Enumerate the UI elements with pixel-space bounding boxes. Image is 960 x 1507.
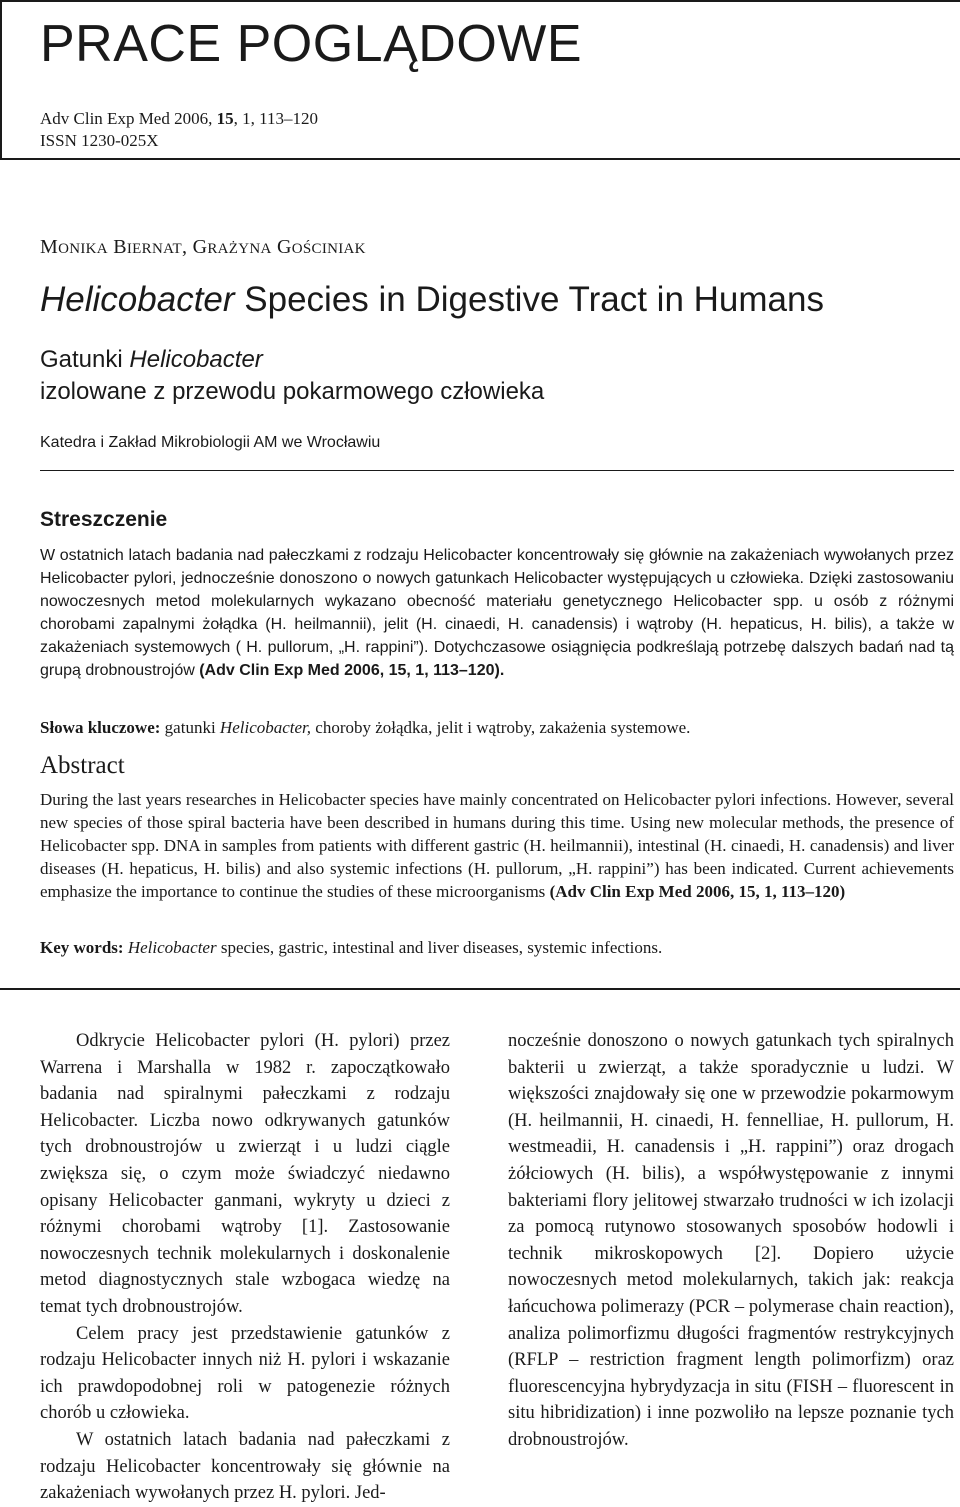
author-1: MONIKA BIERNAT	[40, 236, 183, 258]
body-paragraph: Odkrycie Helicobacter pylori (H. pylori) przez Warrena i Marshalla w 1982 r. zapoczątkowało badania nad spiralnymi pałeczkami z rodzaju Helicobacter. Liczba nowo odkrywanych gatunków tych drobnoustrojów u zwierząt i u ludzi ciągle zwiększa się, o czym może świadczyć niedawno opisany Helicobacter ganmani, wykryty u dzieci z różnymi chorobami wątroby [1]. Zastosowanie nowoczesnych technik molekularnych i doskonalenie metod diagnostycznych stale wzbogaca wiedzę na temat tych drobnoustrojów.	[40, 1031, 450, 1317]
author-2: GRAŻYNA GOŚCINIAK	[192, 236, 366, 258]
title-divider	[40, 470, 954, 471]
abstract-divider	[0, 988, 960, 990]
streszczenie-text: W ostatnich latach badania nad pałeczkami z rodzaju Helicobacter koncentrowały się głównie na zakażeniach wywołanych przez Helicobacter pylori, jednocześnie donoszono o nowych gatunkach Helicobacter występujących u człowieka. Dzięki zastosowaniu nowoczesnych metod molekularnych wykazano obecność materiału genetycznego Helicobacter spp. u osób z różnymi chorobami zapalnymi żołądka (H. heilmannii), jelit (H. cinaedi, H. canadensis) i wątroby (H. hepaticus, H. bilis), a także w zakażeniach systemowych ( H. pullorum, „H. rappini”). Dotychczasowe osiągnięcia podkreślają potrzebę dalszych badań nad tą grupą drobnoustrojów (Adv Clin Exp Med 2006, 15, 1, 113–120).	[40, 547, 954, 679]
journal-issn: ISSN 1230-025X	[40, 131, 159, 150]
authors: MONIKA BIERNAT, GRAŻYNA GOŚCINIAK	[40, 236, 366, 258]
journal-citation-prefix: Adv Clin Exp Med 2006,	[40, 109, 217, 128]
key-words: Key words: Helicobacter species, gastric, intestinal and liver diseases, systemic infections.	[40, 938, 663, 957]
slowa-kluczowe: Słowa kluczowe: gatunki Helicobacter, choroby żołądka, jelit i wątroby, zakażenia systemowe.	[40, 718, 691, 737]
affiliation: Katedra i Zakład Mikrobiologii AM we Wrocławiu	[40, 434, 381, 451]
journal-citation-suffix: , 1, 113–120	[233, 109, 318, 128]
header-top-rule	[0, 0, 960, 2]
body-paragraph: Celem pracy jest przedstawienie gatunków z rodzaju Helicobacter innych niż H. pylori i wskazanie ich prawdopodobnej roli w patogenezie różnych chorób u człowieka.	[40, 1323, 450, 1424]
abstract-heading: Abstract	[40, 752, 125, 779]
section-title: PRACE POGLĄDOWE	[40, 15, 583, 73]
header-bottom-rule	[0, 158, 960, 160]
streszczenie-heading: Streszczenie	[40, 508, 168, 531]
journal-info	[40, 108, 318, 152]
body-column-left	[40, 1028, 450, 1507]
header-left-rule	[0, 0, 2, 158]
body-paragraph: nocześnie donoszono o nowych gatunkach tych spiralnych bakterii u zwierząt, a także sporadycznie u ludzi. W większości znajdowały się one w przewodzie pokarmowym (H. heilmannii, H. cinaedi, H. fennelliae, H. pullorum, H. westmeadii, H. canadensis i „H. rappini”) oraz drogach żółciowych (H. bilis), a współwystępowanie z innymi bakteriami flory jelitowej stwarzało trudności w ich izolacji za pomocą rutynowo stosowanych sposobów hodowli i technik mikroskopowych [2]. Dopiero użycie nowoczesnych metod molekularnych, takich jak: reakcja łańcuchowa polimerazy (PCR – polymerase chain reaction), analiza polimorfizmu długości fragmentów restrykcyjnych (RFLP – restriction fragment length polimorfizm) oraz fluorescencyjna hybrydyzacja in situ (FISH – fluorescent in situ hibridization) i inne pozwoliło na lepsze poznanie tych drobnoustrojów.	[508, 1031, 954, 1450]
title-english: Helicobacter Species in Digestive Tract in Humans	[40, 280, 824, 319]
abstract-text: During the last years researches in Helicobacter species have mainly concentrated on Helicobacter pylori infections. However, several new species of those spiral bacteria have been described in humans during this time. Using new molecular methods, the presence of Helicobacter spp. DNA in samples from patients with different gastric (H. heilmannii), intestinal (H. cinaedi, H. canadensis) and liver diseases (H. hepaticus, H. bilis) and also systemic infections (H. pullorum, „H. rappini”) has been indicated. Current achievements emphasize the importance to continue the studies of these microorganisms (Adv Clin Exp Med 2006, 15, 1, 113–120)	[40, 790, 954, 901]
journal-volume: 15	[216, 109, 234, 128]
body-column-right	[508, 1028, 954, 1454]
title-polish: Gatunki Helicobacter izolowane z przewodu pokarmowego człowieka	[40, 346, 545, 405]
body-paragraph: W ostatnich latach badania nad pałeczkami z rodzaju Helicobacter koncentrowały się głównie na zakażeniach wywołanych przez H. pylori. Jed-	[40, 1429, 450, 1504]
